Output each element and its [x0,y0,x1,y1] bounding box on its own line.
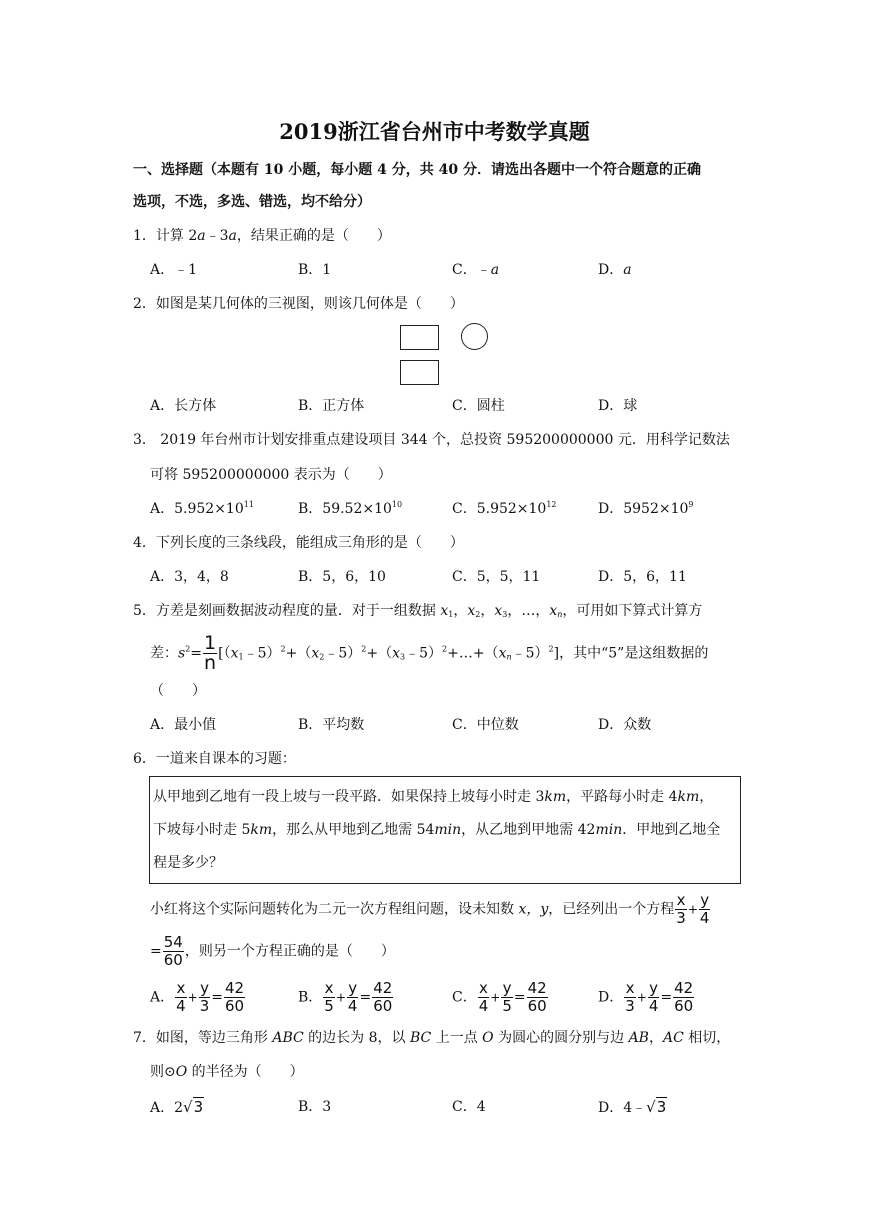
one-over-n-fraction: $\frac{1}{n}$ [204,632,217,674]
question-1-stem: 1．计算 2a﹣3a，结果正确的是（ ） [133,228,391,244]
box-line1: 从甲地到乙地有一段上坡与一段平路．如果保持上坡每小时走 3km，平路每小时走 4km， [153,789,714,805]
q5-option-b: B．平均数 [298,717,365,733]
question-2-stem: 2．如图是某几何体的三视图，则该几何体是（ ） [133,296,464,312]
q1-option-d: D．a [598,262,632,278]
question-3-line2: 可将 595200000000 表示为（ ） [150,467,392,483]
q5-option-a: A．最小值 [150,717,217,733]
three-view-front-rectangle [400,325,439,350]
q1-option-a: A．﹣1 [150,262,198,278]
question-3-line1: 3． 2019 年台州市计划安排重点建设项目 344 个，总投资 595200000000 元．用科学记数法 [133,432,730,448]
fraction-54-over-60: $\frac{54}{60}$ [163,933,183,969]
question-7-line1: 7．如图，等边三角形 ABC 的边长为 8，以 BC 上一点 O 为圆心的圆分别与边 AB，AC 相切， [133,1030,731,1046]
fraction-y-over-4: $\frac{y}{4}$ [699,891,710,927]
q7-option-d: D．4﹣√3 [598,1098,667,1116]
question-5-formula-line: 差：$s^2=$ $\frac{1}{n}$ $[(x_1﹣5)^2+(x_2﹣5)^2+(x_3﹣5)^2+\dots+(x_n﹣5)^2]$，其中“5”是这组数据的 [150,632,709,674]
question-5-line1: 5．方差是刻画数据波动程度的量．对于一组数据 $x_1$，$x_2$，$x_3$，…，$x_n$，可用如下算式计算方 [133,603,703,619]
q7-option-b: B．3 [298,1099,332,1115]
question-4-stem: 4．下列长度的三条线段，能组成三角形的是（ ） [133,535,464,551]
q7-option-c: C．4 [452,1099,486,1115]
box-line3: 程是多少？ [153,855,223,871]
question-6-stem: 6．一道来自课本的习题： [133,751,296,767]
section-header-line2: 选项，不选，多选、错选，均不给分） [133,194,371,210]
q2-option-a: A．长方体 [150,398,217,414]
q5-option-d: D．众数 [598,717,652,733]
q2-option-b: B．正方体 [298,398,365,414]
q2-option-c: C．圆柱 [452,398,505,414]
q3-option-b: B．$59.52\times 10^{10}$ [298,500,403,517]
q4-option-d: D．5，6，11 [598,569,687,585]
question-7-line2: 则⊙O 的半径为（ ） [150,1064,304,1080]
q1-option-b: B．1 [298,262,332,278]
question-6-after-line2: = $\frac{54}{60}$ ，则另一个方程正确的是（ ） [150,933,395,969]
q4-option-b: B．5，6，10 [298,569,386,585]
box-line2: 下坡每小时走 5km，那么从甲地到乙地需 54min，从乙地到甲地需 42min．甲地到乙地全 [153,822,721,838]
question-6-after-line1: 小红将这个实际问题转化为二元一次方程组问题，设未知数 x，y，已经列出一个方程 $\frac{x}{3}$ + $\frac{y}{4}$ [150,891,710,927]
three-view-top-circle [461,323,488,350]
q6-option-c: C． $\frac{x}{4}$ + $\frac{y}{5}$ = $\frac{42}{60}$ [452,979,547,1015]
q5-option-c: C．中位数 [452,717,519,733]
q3-option-d: D．$5952\times 10^9$ [598,500,694,517]
question-5-line3: （ ） [150,683,206,699]
q6-option-d: D． $\frac{x}{3}$ + $\frac{y}{4}$ = $\frac{42}{60}$ [598,979,694,1015]
q2-option-d: D．球 [598,398,638,414]
q6-option-b: B． $\frac{x}{5}$ + $\frac{y}{4}$ = $\frac{42}{60}$ [298,979,393,1015]
three-view-side-rectangle [400,360,439,385]
q7-option-a: A．2√3 [150,1098,204,1116]
section-header-line1: 一、选择题（本题有 10 小题，每小题 4 分，共 40 分．请选出各题中一个符合题意的正确 [133,162,701,178]
q3-option-c: C．$5.952\times 10^{12}$ [452,500,557,517]
q4-option-c: C．5，5，11 [452,569,541,585]
q1-option-c: C．﹣a [452,262,500,278]
q4-option-a: A．3，4，8 [150,569,229,585]
q6-option-a: A． $\frac{x}{4}$ + $\frac{y}{3}$ = $\frac{42}{60}$ [150,979,245,1015]
q3-option-a: A．$5.952\times 10^{11}$ [150,500,254,517]
page-title: 2019浙江省台州市中考数学真题 [279,119,590,144]
fraction-x-over-3: $\frac{x}{3}$ [676,891,686,927]
